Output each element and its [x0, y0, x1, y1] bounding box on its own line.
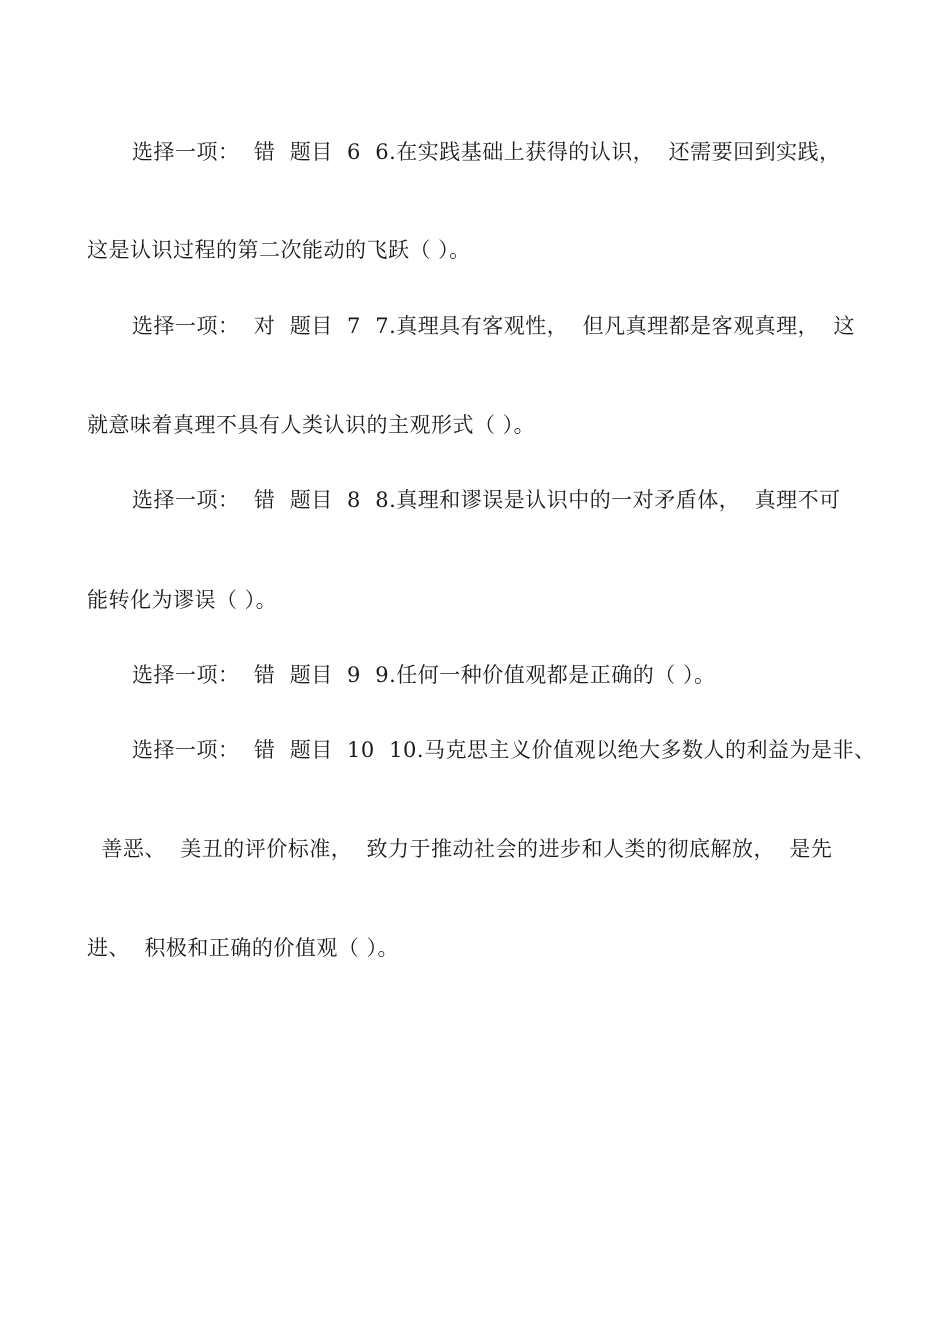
question-9-line-1: 选择一项： 错 题目 9 9.任何一种价值观都是正确的（ ）。: [132, 663, 716, 687]
question-6-line-1: 选择一项： 错 题目 6 6.在实践基础上获得的认识， 还需要回到实践，: [132, 140, 841, 164]
question-10-line-3: 进、 积极和正确的价值观（ ）。: [87, 936, 400, 960]
question-6-line-2: 这是认识过程的第二次能动的飞跃（ ）。: [87, 238, 471, 262]
question-7-line-1: 选择一项： 对 题目 7 7.真理具有客观性， 但凡真理都是客观真理， 这: [132, 314, 855, 338]
question-8-line-1: 选择一项： 错 题目 8 8.真理和谬误是认识中的一对矛盾体， 真理不可: [132, 488, 841, 512]
question-8-line-2: 能转化为谬误（ ）。: [87, 588, 278, 612]
question-10-line-2: 善恶、 美丑的评价标准， 致力于推动社会的进步和人类的彻底解放， 是先: [87, 837, 833, 861]
question-10-line-1: 选择一项： 错 题目 10 10.马克思主义价值观以绝大多数人的利益为是非、: [132, 738, 876, 762]
question-7-line-2: 就意味着真理不具有人类认识的主观形式（ ）。: [87, 413, 536, 437]
